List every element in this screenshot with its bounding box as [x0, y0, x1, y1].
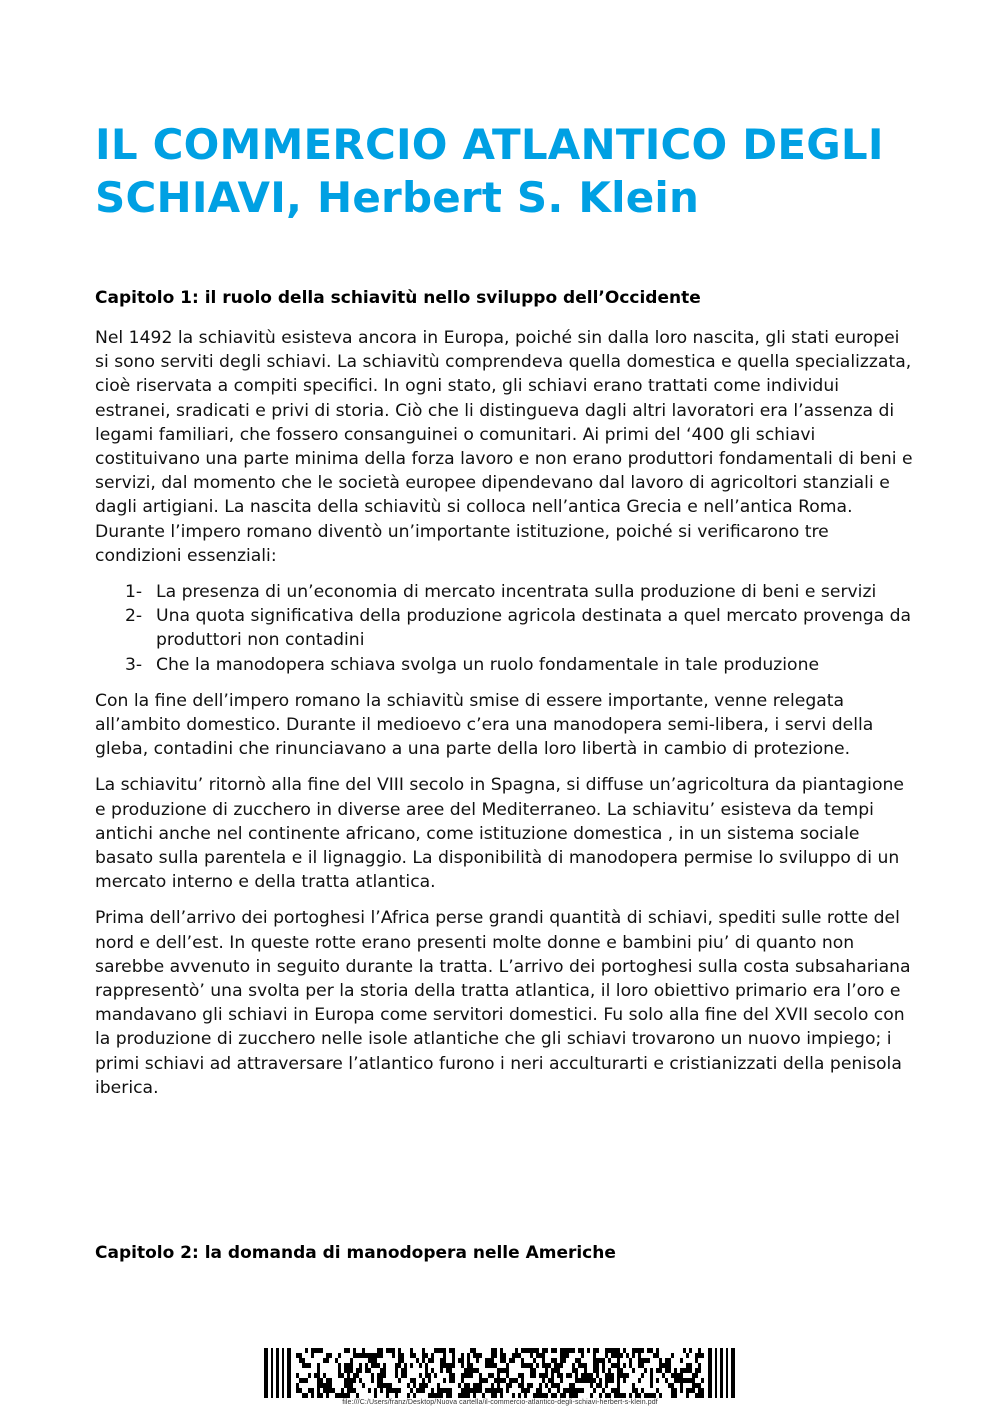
paragraph: La schiavitu’ ritornò alla fine del VIII secolo in Spagna, si diffuse un’agricoltura da piantagione e produzione di zucchero in diverse aree del Mediterraneo. La schiavitu’ esisteva da tempi antichi anche nel continente africano, come istituzione domestica , in un sistema sociale basato sulla parentela e il lignaggio. La disponibilità di manodopera permise lo sviluppo di un mercato interno e della tratta atlantica.	[95, 775, 904, 893]
barcode-icon	[264, 1348, 738, 1398]
document-title: IL COMMERCIO ATLANTICO DEGLI SCHIAVI, Herbert S. Klein	[95, 120, 884, 222]
list-item-text: Che la manodopera schiava svolga un ruolo fondamentale in tale produzione	[156, 654, 820, 675]
conditions-list	[95, 580, 915, 677]
list-item	[95, 653, 915, 677]
chapter-1-heading: Capitolo 1: il ruolo della schiavitù nello sviluppo dell’Occidente	[95, 288, 701, 308]
chapter-1-body	[95, 326, 915, 1112]
paragraph: Prima dell’arrivo dei portoghesi l’Africa perse grandi quantità di schiavi, spediti sulle rotte del nord e dell’est. In queste rotte erano presenti molte donne e bambini piu’ di quanto non sarebbe avvenuto in seguito durante la tratta. L’arrivo dei portoghesi sulla costa subsahariana rappresentò’ una svolta per la storia della tratta atlantica, il loro obiettivo primario era l’oro e mandavano gli schiavi in Europa come servitori domestici. Fu solo alla fine del XVII secolo con la produzione di zucchero nelle isole atlantiche che gli schiavi trovarono un nuovo impiego; i primi schiavi ad attraversare l’atlantico furono i neri acculturarti e cristianizzati della penisola iberica.	[95, 908, 911, 1098]
list-item	[95, 580, 915, 604]
list-item	[95, 604, 915, 652]
list-item-text: La presenza di un’economia di mercato incentrata sulla produzione di beni e servizi	[156, 582, 877, 603]
list-number: 2-	[125, 606, 143, 627]
list-item-text: Una quota significativa della produzione agricola destinata a quel mercato provenga da produttori non contadini	[156, 606, 912, 651]
chapter-2-heading: Capitolo 2: la domanda di manodopera nelle Americhe	[95, 1243, 616, 1263]
paragraph: Nel 1492 la schiavitù esisteva ancora in Europa, poiché sin dalla loro nascita, gli stati europei si sono serviti degli schiavi. La schiavitù comprendeva quella domestica e quella specializzata, cioè riservata a compiti specifici. In ogni stato, gli schiavi erano trattati come individui estranei, sradicati e privi di storia. Ciò che li distingueva dagli altri lavoratori era l’assenza di legami familiari, che fossero consanguinei o comunitari. Ai primi del ‘400 gli schiavi costituivano una parte minima della forza lavoro e non erano produttori fondamentali di beni e servizi, dal momento che le società europee dipendevano dal lavoro di agricoltori stanziali e dagli artigiani. La nascita della schiavitù si colloca nell’antica Grecia e nell’antica Roma. Durante l’impero romano diventò un’importante istituzione, poiché si verificarono tre condizioni essenziali:	[95, 328, 913, 566]
list-number: 3-	[125, 654, 143, 675]
file-path-footer: file:///C:/Users/franz/Desktop/Nuova cartella/il-commercio-atlantico-degli-schiavi-herbert-s-klein.pdf	[342, 1399, 658, 1406]
list-number: 1-	[125, 582, 143, 603]
paragraph: Con la fine dell’impero romano la schiavitù smise di essere importante, venne relegata all’ambito domestico. Durante il medioevo c’era una manodopera semi-libera, i servi della gleba, contadini che rinunciavano a una parte della loro libertà in cambio di protezione.	[95, 690, 874, 760]
